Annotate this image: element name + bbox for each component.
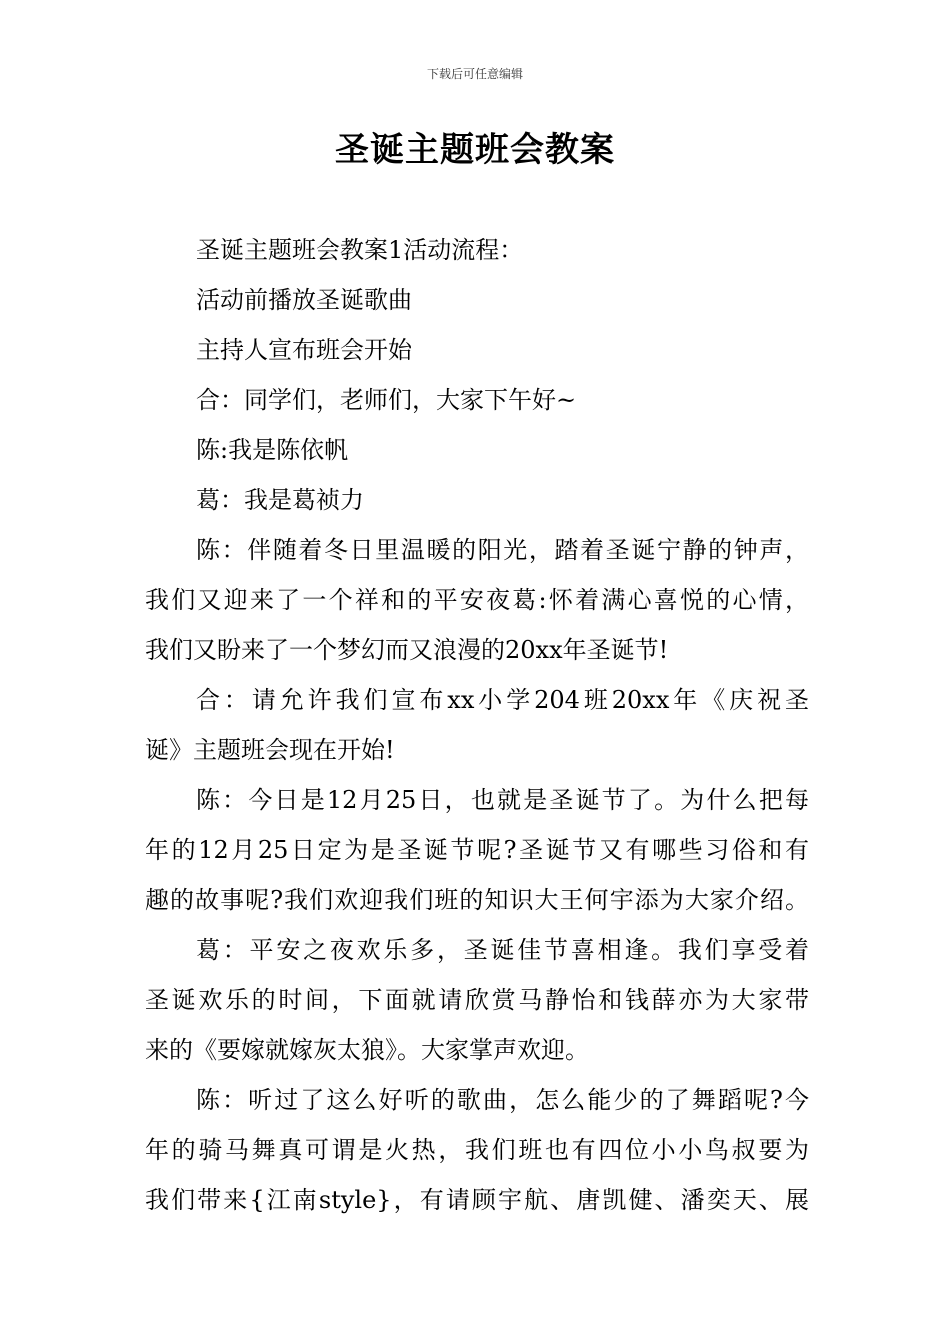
body-line: 圣诞欢乐的时间，下面就请欣赏马静怡和钱薛亦为大家带 (145, 986, 809, 1014)
document-body (145, 225, 809, 1225)
body-line: 陈：今日是12月25日，也就是圣诞节了。为什么把每 (196, 786, 809, 814)
body-line: 陈:我是陈依帆 (196, 436, 349, 464)
body-line: 我们又迎来了一个祥和的平安夜葛:怀着满心喜悦的心情， (145, 586, 809, 614)
body-line: 活动前播放圣诞歌曲 (196, 286, 412, 314)
body-line: 年的骑马舞真可谓是火热，我们班也有四位小小鸟叔要为 (145, 1136, 809, 1164)
body-line: 诞》主题班会现在开始! (145, 736, 395, 764)
body-line: 我们又盼来了一个梦幻而又浪漫的20xx年圣诞节! (145, 636, 669, 664)
body-line: 葛：平安之夜欢乐多，圣诞佳节喜相逢。我们享受着 (196, 936, 809, 964)
body-line: 合：请允许我们宣布xx小学204班20xx年《庆祝圣 (196, 686, 809, 714)
body-line: 陈：听过了这么好听的歌曲，怎么能少的了舞蹈呢?今 (196, 1086, 809, 1114)
body-line: 圣诞主题班会教案1活动流程： (196, 236, 524, 264)
body-line: 来的《要嫁就嫁灰太狼》。大家掌声欢迎。 (145, 1036, 589, 1064)
document-title: 圣诞主题班会教案 (335, 130, 615, 170)
body-line: 主持人宣布班会开始 (196, 336, 412, 364)
body-line: 陈：伴随着冬日里温暖的阳光，踏着圣诞宁静的钟声， (196, 536, 809, 564)
header-note: 下载后可任意编辑 (426, 67, 523, 81)
body-line: 我们带来{江南style}，有请顾宇航、唐凯健、潘奕天、展 (145, 1186, 809, 1214)
body-line: 葛：我是葛祯力 (196, 486, 364, 514)
body-line: 年的12月25日定为是圣诞节呢?圣诞节又有哪些习俗和有 (145, 836, 809, 864)
body-line: 合：同学们，老师们，大家下午好~ (196, 386, 577, 414)
body-line: 趣的故事呢?我们欢迎我们班的知识大王何宇添为大家介绍。 (145, 886, 809, 914)
